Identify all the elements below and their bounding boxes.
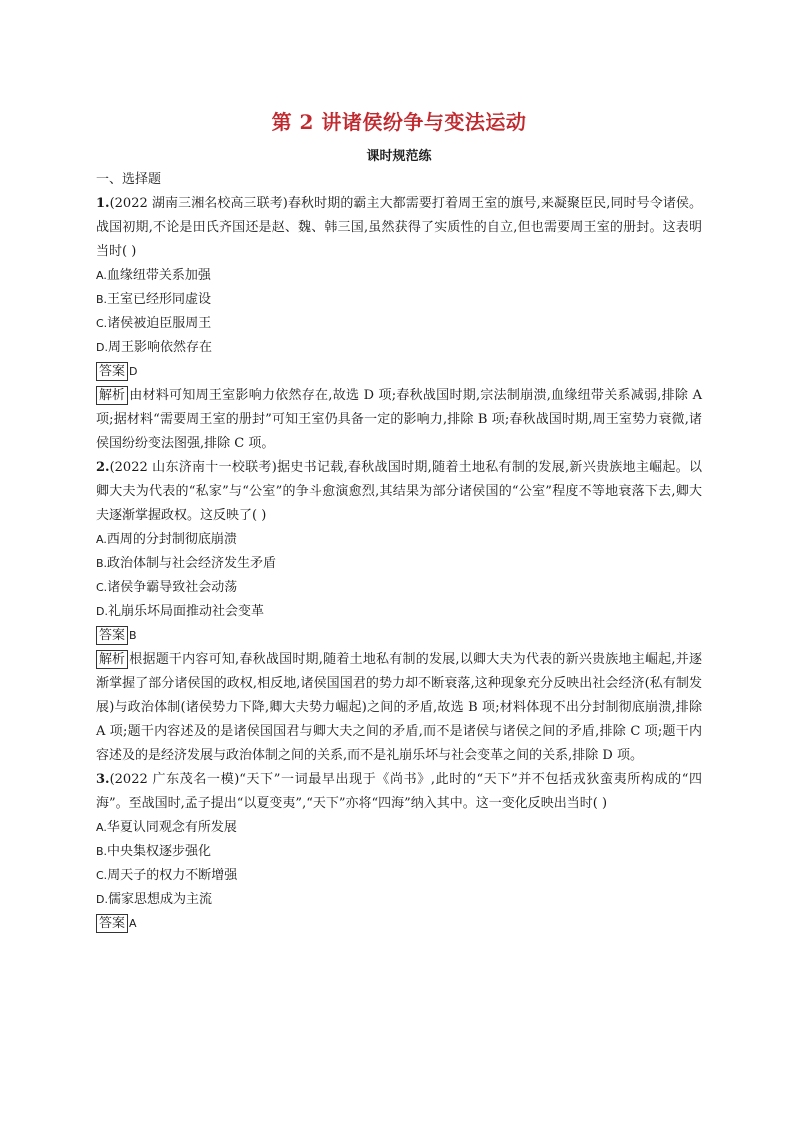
question-1 [96,192,702,456]
option-label: B. [96,293,108,306]
question-3 [96,768,702,936]
analysis-text: 由材料可知周王室影响力依然存在,故选 D 项;春秋战国时期,宗法制崩溃,血缘纽带关系减弱,排除 A 项;据材料“需要周王室的册封”可知王室仍具备一定的影响力,排除 B 项;春秋战国时期,周王室势力衰微,诸侯国纷纷变法图强,排除 C 项。 [96,388,702,451]
option-c [96,576,702,600]
practice-subtitle: 课时规范练 [366,149,432,164]
option-b [96,840,702,864]
question-stem [96,192,702,264]
option-label: C. [96,869,108,882]
question-stem [96,768,702,816]
question-text: (2022 湖南三湘名校高三联考)春秋时期的霸主大都需要打着周王室的旗号,来凝聚臣民,同时号令诸侯。战国初期,不论是田氏齐国还是赵、魏、韩三国,虽然获得了实质性的自立,但也需要周王室的册封。这表明当时( ) [96,196,702,259]
answer-label: 答案 [96,626,128,645]
option-label: C. [96,581,108,594]
option-c [96,312,702,336]
answer-row [96,360,702,384]
option-b [96,288,702,312]
option-d [96,600,702,624]
option-c [96,864,702,888]
option-text: 王室已经形同虚设 [107,292,212,307]
answer-row [96,912,702,936]
answer-value: D [129,365,138,378]
option-label: A. [96,533,107,546]
section-heading: 一、选择题 [96,172,162,187]
option-text: 礼崩乐坏局面推动社会变革 [107,604,264,619]
option-text: 华夏认同观念有所发展 [106,820,237,835]
option-text: 周王影响依然存在 [107,340,212,355]
question-number: 3. [96,772,110,787]
answer-row [96,624,702,648]
option-a [96,264,702,288]
option-label: B. [96,845,108,858]
questions-content [96,192,702,936]
option-text: 诸侯争霸导致社会动荡 [107,580,238,595]
question-number: 2. [96,460,110,475]
option-text: 周天子的权力不断增强 [107,868,238,883]
question-text: (2022 广东茂名一模)“天下”一词最早出现于《尚书》,此时的“天下”并不包括戎狄蛮夷所构成的“四海”。至战国时,孟子提出“以夏变夷”,“天下”亦将“四海”纳入其中。这一变化反映出当时( ) [96,772,702,811]
option-a [96,528,702,552]
analysis-block [96,648,702,768]
option-label: A. [96,269,107,282]
analysis-text: 根据题干内容可知,春秋战国时期,随着土地私有制的发展,以卿大夫为代表的新兴贵族地主崛起,并逐渐掌握了部分诸侯国的政权,相反地,诸侯国国君的势力却不断衰落,这种现象充分反映出社会经济(私有制发展)与政治体制(诸侯势力下降,卿大夫势力崛起)之间的矛盾,故选 B 项;材料体现不出分封制彻底崩溃,排除 A 项;题干内容述及的是诸侯国国君与卿大夫之间的矛盾,而不是诸侯与诸侯之间的矛盾,排除 C 项;题干内容述及的是经济发展与政治体制之间的关系,而不是礼崩乐坏与社会变革之间的关系,排除 D 项。 [96,652,702,763]
option-text: 血缘纽带关系加强 [106,268,211,283]
option-text: 西周的分封制彻底崩溃 [106,532,237,547]
option-text: 中央集权逐步强化 [107,844,212,859]
option-text: 儒家思想成为主流 [107,892,212,907]
question-stem [96,456,702,528]
analysis-label: 解析 [96,386,128,405]
option-label: D. [96,893,108,906]
analysis-label: 解析 [96,650,128,669]
answer-label: 答案 [96,914,128,933]
option-label: D. [96,341,108,354]
answer-value: B [129,629,137,642]
question-text: (2022 山东济南十一校联考)据史书记载,春秋战国时期,随着土地私有制的发展,新兴贵族地主崛起。以卿大夫为代表的“私家”与“公室”的争斗愈演愈烈,其结果为部分诸侯国的“公室”程度不等地衰落下去,卿大夫逐渐掌握政权。这反映了( ) [96,460,702,523]
lesson-title: 第 2 讲诸侯纷争与变法运动 [271,110,527,134]
option-text: 政治体制与社会经济发生矛盾 [107,556,277,571]
option-label: B. [96,557,108,570]
option-label: C. [96,317,108,330]
option-b [96,552,702,576]
option-text: 诸侯被迫臣服周王 [107,316,212,331]
option-d [96,888,702,912]
analysis-block [96,384,702,456]
option-a [96,816,702,840]
question-number: 1. [96,196,110,211]
answer-label: 答案 [96,362,128,381]
option-label: D. [96,605,108,618]
answer-value: A [129,917,137,930]
option-d [96,336,702,360]
question-2 [96,456,702,768]
option-label: A. [96,821,107,834]
